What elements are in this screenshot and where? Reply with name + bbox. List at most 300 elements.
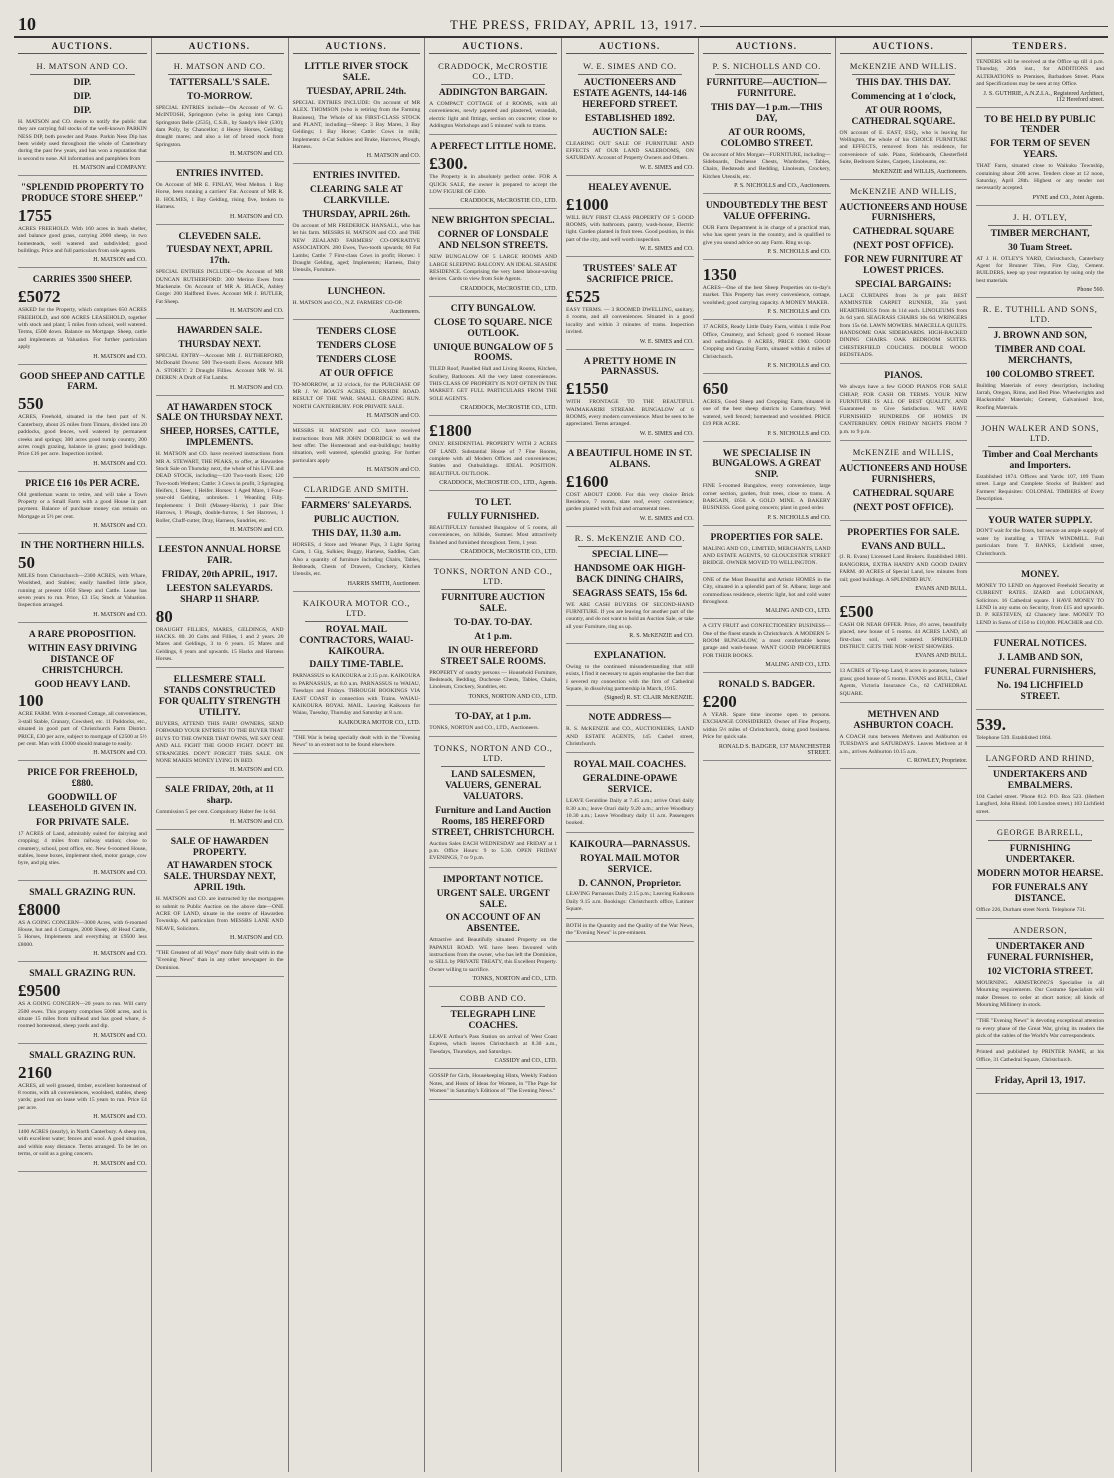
ad-heading: AUCTIONEERS AND HOUSE FURNISHERS, xyxy=(839,463,968,485)
ad-heading: AUCTION SALE: xyxy=(592,127,668,138)
ad-heading: 102 VICTORIA STREET. xyxy=(987,966,1094,977)
ad-heading: TO-DAY. TO-DAY. xyxy=(454,617,533,628)
column-4 xyxy=(424,38,561,1472)
advertisement xyxy=(156,164,284,224)
ad-heading: AUCTIONEERS AND ESTATE AGENTS, 144-146 HEREFORD STREET. xyxy=(573,78,687,110)
advertisement xyxy=(840,366,968,441)
ad-heading: CITY BUNGALOW. xyxy=(450,303,536,314)
advertisement xyxy=(976,749,1104,821)
ad-body-text: On account of MR FREDERICK HANSALL, who has let his farm. MESSRS H. MATSON and CO. and THE NEW ZEALAND FARMERS' CO-OPERATIVE ASSOCIATION. 280 Ewes, Two-tooth upwards; 60 Fat Lambs; Cattle: 7 First-class Cows in profit; Horses: 1 Draught Gelding, aged; Implements; Harness, Dairy Utensils, Furniture. xyxy=(292,223,421,274)
ad-signature: H. MATSON and COMPANY. xyxy=(72,165,147,172)
ad-body-text: WE ARE CASH BUYERS OF SECOND-HAND FURNITURE. If you are leaving for another part of the country, and do not want to hold an Auction Sale, or take all your Furniture, ring us up. xyxy=(566,601,694,630)
ad-signature: P. S. NICHOLLS and CO. xyxy=(767,430,831,437)
ad-signature: MALING AND CO., LTD. xyxy=(765,662,831,669)
ad-body-text: ACRES, Good Sheep and Cropping Farm, situated in one of the best sheep districts in Canterbury. Well watered, well fenced; homestead and woolshed. PRICE £19 PER ACRE. xyxy=(702,399,831,428)
ad-signature: KAIKOURA MOTOR CO., LTD. xyxy=(338,719,421,726)
advertisement xyxy=(566,708,694,753)
column-8 xyxy=(971,38,1108,1472)
ad-signature: P. S. NICHOLLS and CO. xyxy=(767,309,831,316)
ad-body-text: 17 ACRES, Ready Little Dairy Farm, within 1 mile Post Office, Creamery, and School; good 6 roomed House and outbuildings. 8 ACRES, PRICE £900. GOOD Cropping and Grazing Farm, situated within 4 miles of Christchurch. xyxy=(702,324,831,360)
ad-heading: CATHEDRAL SQUARE xyxy=(852,488,955,499)
ad-heading: CLEVEDEN SALE. xyxy=(178,231,261,242)
ad-heading: FOR PRIVATE SALE. xyxy=(35,818,129,829)
ad-heading: AT HAWARDEN STOCK SALE. THURSDAY NEXT, APRIL 19th. xyxy=(163,861,276,894)
ad-display-figure: £1800 xyxy=(429,421,472,441)
ad-heading: FURNISHING UNDERTAKER. xyxy=(1005,844,1075,866)
ad-signature: CRADDOCK, McCROSTIE CO., LTD. xyxy=(460,198,557,205)
ad-heading: DIP. xyxy=(73,105,92,116)
ad-signature: (Signed) R. ST. CLAIR McKENZIE. xyxy=(604,695,694,702)
ad-heading: DIP. xyxy=(73,78,92,88)
ad-body-text: BUYERS, ATTEND THIS FAIR! OWNERS, SEND FORWARD YOUR ENTRIES! TO THE BUYER THAT BUYS TO THE OWNER THAT OWNS, WE SAY ONE AND ALL FIGHT THE GOOD FIGHT. DON'T BE STRANGERS. DON'T FORGET THIS SALE. ON NONE MAKES MONEY LYING IN BED. xyxy=(155,721,284,764)
ad-body-text: WITH FRONTAGE TO THE BEAUTIFUL WAIMAKARIRI STREAM. BUNGALOW of 6 ROOMS, every modern convenience. Must be seen to be appreciated. Terms arranged. xyxy=(566,399,694,428)
advertisement xyxy=(976,712,1104,747)
column-header: AUCTIONS. xyxy=(18,41,147,54)
ad-heading: AT OUR ROOMS, CATHEDRAL SQUARE. xyxy=(851,105,956,127)
advertiser-name: JOHN WALKER AND SONS, LTD. xyxy=(981,423,1099,444)
advertisement xyxy=(293,282,421,320)
advertisement xyxy=(976,110,1104,206)
advertisement xyxy=(566,835,694,919)
divider xyxy=(988,446,1092,447)
ad-heading: 100 COLOMBO STREET. xyxy=(985,369,1095,380)
ad-heading: PROPERTIES FOR SALE. xyxy=(710,532,823,543)
ad-signature: HARRIS SMITH, Auctioneer. xyxy=(347,580,421,587)
ad-heading: A RARE PROPOSITION. xyxy=(28,629,136,640)
advertisement xyxy=(976,511,1104,563)
ad-display-figure: £300. xyxy=(429,154,468,174)
ad-heading: GOOD HEAVY LAND. xyxy=(34,679,131,690)
ad-heading: (NEXT POST OFFICE). xyxy=(853,502,954,513)
ad-heading: TRUSTEES' SALE AT SACRIFICE PRICE. xyxy=(582,264,677,286)
divider xyxy=(715,74,819,75)
ad-body-text: H. MATSON and CO., N.Z. FARMERS' CO-OP. xyxy=(292,299,403,306)
ad-body-text: Telephone 539. Established 1864. xyxy=(976,734,1052,741)
ad-heading: AUCTIONEERS AND HOUSE FURNISHERS, xyxy=(839,202,968,224)
ad-heading: SALE OF HAWARDEN PROPERTY. xyxy=(170,836,269,858)
ad-body-text: H. MATSON and CO. have received instructions from MR A. STEWART, THE PEAKS, to offer, at Hawarden Stock Sale on Thursday next, the whole of his LIVE and DEAD STOCK, including—120 Two-tooth Ewes; 120 Two-tooth Wethers; Cattle: 3 Cows in profit, 3 Springing Heifers, 1 Steer, 1 Heifer. Horses: 1 Aged Mare, 1 Four-year-old Gelding, unbroken. 1 Weanling Filly. Implements: 1 Drill (Massey-Harris), 1 pair Disc Harrows, 1 Plough, double-furrow, 1 Set Harrows, 1 Roller, Chaff-cutter, Dray, Harness, Sundries, etc. xyxy=(155,451,284,524)
ad-signature: H. MATSON and CO. xyxy=(366,153,421,160)
ad-signature: W. E. SIMES and CO. xyxy=(639,338,694,345)
ad-heading: Friday, April 13, 1917. xyxy=(994,1076,1086,1087)
advertisement xyxy=(566,921,694,943)
advertisement xyxy=(18,57,147,176)
ad-signature: H. MATSON and CO. xyxy=(366,467,421,474)
ad-heading: AT OUR ROOMS, COLOMBO STREET. xyxy=(720,127,813,149)
ad-signature: P. S. NICHOLLS and CO. xyxy=(767,249,831,255)
column-header: AUCTIONS. xyxy=(566,41,694,54)
ad-heading: TO-DAY, at 1 p.m. xyxy=(455,711,531,722)
ad-body-text: SPECIAL ENTRIES INCLUDE: On account of MR ALEX. THOMSON (who is retiring from the Farming Business), The Whole of his FIRST-CLASS STOCK and PLANT, including—Sheep: 3 Bay Mares, 3 Bay Geldings; 1 Bay Horse; Cattle: Cows in milk; Implements: 4-Cut Sulkies and Brake, Harrows, Plough, Harness. xyxy=(292,99,421,151)
advertisement xyxy=(429,1071,557,1100)
ad-display-figure: 80 xyxy=(155,606,173,626)
ad-signature: H. MATSON and CO. xyxy=(229,213,284,220)
ad-heading: At 1 p.m. xyxy=(474,631,512,642)
ad-body-text: PARNASSUS to KAIKOURA at 2.15 p.m. KAIKOURA to PARNASSUS, at 8.0 a.m. PARNASSUS to WAIAU, Tuesdays and Fridays. THROUGH BOOKINGS VIA EAST COAST in connection with Trains. WAIAU-KAIKOURA ROYAL MAIL. Leaving Kaikoura for Waiau, Tuesday, Thursday and Saturday at 8 a.m. xyxy=(292,673,421,717)
ad-body-text: Commission 5 per cent. Compulsory Halter fee 1s 6d. xyxy=(155,809,277,816)
page-number: 10 xyxy=(18,14,36,34)
advertisement xyxy=(429,57,557,135)
advertisement xyxy=(703,322,831,374)
advertisement xyxy=(18,1127,147,1172)
divider xyxy=(852,199,956,200)
divider xyxy=(441,589,545,590)
divider xyxy=(988,938,1092,939)
divider xyxy=(852,74,956,75)
advertisement xyxy=(293,57,421,164)
column-header: AUCTIONS. xyxy=(156,41,284,54)
advertiser-name: CRADDOCK, McCROSTIE CO., LTD. xyxy=(438,61,549,81)
advertisement xyxy=(156,780,284,829)
ad-body-text: TENDERS will be received at the Office up till 4 p.m. Thursday, 26th inst., for ADDITIONS and ALTERATIONS to Premises, Barbadoes Street. Plans and Specifications may be seen at my Office. xyxy=(976,59,1104,88)
advertisement xyxy=(703,444,831,526)
ad-heading: CORNER OF LONSDALE AND NELSON STREETS. xyxy=(437,230,549,252)
ad-heading: THIS DAY—1 p.m.—THIS DAY, xyxy=(710,102,823,124)
ad-heading: THURSDAY NEXT. xyxy=(178,340,261,351)
ad-signature: Phone 560. xyxy=(1077,287,1104,294)
ad-heading: A PERFECT LITTLE HOME. xyxy=(430,142,556,153)
ad-body-text: BEAUTIFULLY furnished Bungalow of 5 rooms, all conveniences, on hillside, Sumner. Most attractively finished and furnished throughout. Term, 1 year. xyxy=(429,524,557,546)
advertisement xyxy=(566,178,694,257)
ad-heading: Commencing at 1 o'clock, xyxy=(851,91,956,102)
advertiser-name: McKENZIE and WILLIS, xyxy=(852,446,955,457)
ad-heading: (NEXT POST OFFICE). xyxy=(853,241,954,252)
advertiser-name: CLARIDGE AND SMITH. xyxy=(303,484,409,495)
ad-body-text: Auction Sales EACH WEDNESDAY and FRIDAY at 1 p.m. Office Hours: 9 to 5.30. OPEN FRIDAY EVENINGS, 7 to 9 p.m. xyxy=(429,840,557,862)
ad-signature: H. MATSON and CO. xyxy=(229,384,284,391)
advertisement xyxy=(566,529,694,644)
ad-heading: Furniture and Land Auction Rooms, 185 HEREFORD STREET, CHRISTCHURCH. xyxy=(431,805,555,838)
advertisement xyxy=(840,443,968,521)
ad-body-text: AS A GOING CONCERN—3000 Acres, with 6-roomed House, hut and 4 Cottages, 2000 Sheep, 40 Head Cattle, 5 Horses, Implements and everything at £9500 less £8000. xyxy=(18,919,147,948)
ad-body-text: FINE 5-roomed Bungalow, every convenience, large corner section, garden, fruit trees, close to trams. A BARGAIN, £650. A GOLD MINE. A BAKERY BUSINESS. Good going concern; plant in good order. xyxy=(702,483,831,512)
ad-heading: LUNCHEON. xyxy=(327,286,386,297)
ad-body-text: COST ABOUT £2000. For this very choice Brick Residence, 7 rooms, slate roof, every convenience; garden planted with fruit and ornamental trees. xyxy=(566,491,694,513)
ad-body-text: MESSRS H. MATSON and CO. have received instructions from MR JOHN DOBRIDGE to sell the best offer. The Homestead and out-buildings; healthy situation, well watered, splendid grazing. For further particulars apply xyxy=(292,428,421,464)
ad-heading: TO-MORROW. xyxy=(187,91,253,102)
ad-signature: W. E. SIMES and CO. xyxy=(639,515,694,522)
ad-body-text: Established 1874. Offices and Yards: 107, 109 Tuam street. Large and Complete Stocks of Builders' and Farmers' Requisites: COLONIAL TIMBERS of Every Description. xyxy=(976,474,1104,503)
advertisement xyxy=(976,57,1104,108)
advertisement xyxy=(293,426,421,478)
advertisement xyxy=(566,259,694,349)
ad-heading: TO LET. xyxy=(474,498,512,509)
ad-body-text: ACRES, all well grassed, timber, excellent homestead of 8 rooms, with all conveniences, woolshed, stables, sheep yards; good run on lease with 15 years to run. Price £4 per acre. xyxy=(18,1082,147,1111)
ad-heading: SALE FRIDAY, 20th, at 11 sharp. xyxy=(165,785,275,807)
ad-signature: H. MATSON and CO. xyxy=(229,151,284,158)
ad-heading: CARRIES 3500 SHEEP. xyxy=(32,275,132,286)
ad-heading: J. LAMB AND SON, xyxy=(997,653,1083,664)
ad-signature: H. MATSON and CO. xyxy=(93,951,147,958)
advertisement xyxy=(703,621,831,673)
ad-body-text: THAT Farm, situated close to Waikuku Township, containing about 200 acres. Tenders close at 12 noon, Saturday, April 28th. Highest or any tender not necessarily accepted. xyxy=(976,163,1104,192)
ad-heading: ROYAL MAIL MOTOR SERVICE. xyxy=(579,853,680,875)
advertiser-name: McKENZIE AND WILLIS, xyxy=(849,185,957,196)
ad-heading: THIS DAY, 11.30 a.m. xyxy=(311,528,402,539)
ad-body-text: Office 226, Durham street North. Telephone 731. xyxy=(976,906,1087,913)
ad-body-text: SPECIAL ENTRIES INCLUDE—On Account of MR DUNCAN RUTHERFORD: 300 Merino Ewes from Mackenzie. On Account of MR A. BLACK, Ashley Gorge: 200 Halfbred Ewes. Account MR J. BUTLER, Fat Sheep. xyxy=(155,269,284,305)
ad-body-text: TO-MORROW, at 12 o'clock, for the PURCHASE OF MR J. W. BOAG'S ACRES, BURNSIDE ROAD. RESULT OF THE WAR. SMALL GRAZING RUN. NORTH CANTERBURY. FOR PRIVATE SALE. xyxy=(292,381,421,410)
ad-heading: GOOD SHEEP AND CATTLE FARM. xyxy=(19,371,145,393)
ad-heading: SEAGRASS SEATS, 15s 6d. xyxy=(572,588,688,599)
advertisement xyxy=(840,705,968,769)
column-header: AUCTIONS. xyxy=(840,41,968,54)
advertiser-name: W. E. SIMES AND CO. xyxy=(583,61,677,71)
ad-body-text: MILES from Christchurch—2300 ACRES, with Whare, Woolshed, and Stables; easily handled little place, running at present 1050 Sheep and Cattle. Lease has seven years to run. Price, £3 15s; Stock at Valuation. Inspection arranged. xyxy=(18,572,147,609)
ad-signature: H. MATSON and CO. xyxy=(93,1114,147,1121)
ad-display-figure: 1350 xyxy=(702,265,737,284)
ad-body-text: Building Materials of every description, including Jarrah, Oregon, Rimu, and Red Pine. Wheelwrights and Blacksmiths' Materials; Cement, Galvanised Iron, Roofing Materials. xyxy=(976,382,1104,411)
advertisement xyxy=(976,634,1104,710)
advertisement xyxy=(18,367,147,472)
ad-heading: TELEGRAPH LINE COACHES. xyxy=(450,1010,536,1032)
advertisement xyxy=(293,733,421,755)
ad-heading: TENDERS CLOSE xyxy=(316,327,397,337)
ad-heading: AT OUR OFFICE xyxy=(319,368,394,379)
ad-body-text: SPECIAL ENTRY—Account MR J. RUTHERFORD, McDonald Downs: 500 Two-tooth Ewes. Account MR A. STOREY: 2 Draught Fillies. Account MR W. H. DIEREN: A Draft of Fat Lambs. xyxy=(155,353,284,382)
divider xyxy=(168,74,272,75)
advertiser-name: ANDERSON, xyxy=(1013,925,1068,936)
ad-signature: PYNE and CO., Joint Agents. xyxy=(1032,194,1104,201)
ad-signature: H. MATSON and CO. xyxy=(229,818,284,825)
column-3 xyxy=(288,38,425,1472)
ad-body-text: H. MATSON and CO. desire to notify the public that they are carrying full stocks of the well-known PARKIN NESS DIP, both powder and Paste. Parkin Ness Dip has been widely used throughout the whole of Canterbury during the past few years, and has won a reputation that is second to none. All information and pamphlets from xyxy=(18,118,147,162)
ad-heading: IN THE NORTHERN HILLS. xyxy=(20,541,145,552)
ad-body-text: "THE Greatest of all Ways" more fully dealt with in the "Evening News" than in any other newspaper in the Dominion. xyxy=(155,950,284,971)
ad-body-text: ON account of E. EAST, ESQ., who is leaving for Wellington, the whole of his CHOICE FURNITURE and EFFECTS, removed from his residence, for convenience of sale. Piano, Sideboards, Chesterfield Suite, Bedroom Suites, Carpets, Linoleums, etc. xyxy=(839,129,968,166)
ad-body-text: TONKS, NORTON and CO., LTD., Auctioneers. xyxy=(429,724,539,731)
ad-heading: DIP. xyxy=(73,91,92,102)
ad-signature: H. MATSON and CO. xyxy=(366,413,421,420)
ad-body-text: SPECIAL ENTRIES include—On Account of W. G. McINTOSH, Springston (who is going into Camp). Springston Belle (2535), C.S.B., by Sandy's Heir (530); dam Polly, by Chancellor; 4 Heavy Horses, Gelding; draught mares; and also a lot of brood stock from Springston. xyxy=(155,104,284,148)
ad-body-text: HORSES, 4 Store and Weaner Pigs, 3 Light Spring Carts, 1 Gig, Sulkies; Buggy, Harness, Saddles, Cart. Also a quantity of furniture including Chairs, Tables, Bedsteads, Chests of Drawers, Crockery, Kitchen Utensils, etc. xyxy=(292,541,421,578)
ad-heading: SMALL GRAZING RUN. xyxy=(29,887,136,898)
ad-heading: TENDERS CLOSE xyxy=(316,340,397,351)
ad-heading: UNDERTAKERS AND EMBALMERS. xyxy=(993,770,1088,792)
column-header: AUCTIONS. xyxy=(703,41,831,54)
ad-signature: TONKS, NORTON AND CO., LTD. xyxy=(468,693,557,700)
advertisement xyxy=(156,948,284,977)
ad-heading: FUNERAL NOTICES. xyxy=(993,639,1087,650)
advertisement xyxy=(293,322,421,424)
ad-display-figure: 650 xyxy=(702,379,729,398)
advertisement xyxy=(429,562,557,705)
divider xyxy=(578,74,682,75)
ad-display-figure: 50 xyxy=(18,552,35,572)
divider xyxy=(30,74,135,75)
column-2 xyxy=(151,38,288,1472)
ad-heading: TATTERSALL'S SALE. xyxy=(169,78,270,88)
advertisement xyxy=(976,565,1104,632)
ad-heading: GERALDINE-OPAWE SERVICE. xyxy=(582,774,678,796)
ad-body-text: MALING AND CO., LIMITED, MERCHANTS, LAND AND ESTATE AGENTS, 92 GLOUCESTER STREET BRIDGE. OWNER MOVED TO WELLINGTON. xyxy=(702,545,831,567)
ad-display-figure: 1755 xyxy=(18,205,52,225)
ad-body-text: 17 ACRES of Land, admirably suited for dairying and cropping; 4 miles from railway station; close to creamery, school, post office, etc. New 6-roomed House, stables, loose boxes, implement shed, motor garage, cow byre, and pig sties. xyxy=(18,830,147,867)
ad-heading: UNDERTAKER AND FUNERAL FURNISHER, xyxy=(987,942,1094,964)
ad-heading: CLOSE TO SQUARE. NICE OUTLOOK. xyxy=(433,317,553,339)
advertisement xyxy=(976,300,1104,417)
ad-signature: CRADDOCK, McCROSTIE CO., LTD. xyxy=(460,285,557,292)
column-container xyxy=(14,36,1108,1472)
ad-heading: EXPLANATION. xyxy=(593,651,666,661)
ad-body-text: H. MATSON and CO. are instructed by the mortgagees to submit to Public Auction on the above date—ONE ACRE OF LAND, situate in the centre of Hawarden Township. All particulars from MESSRS LANE AND NEAVE, Solicitors. xyxy=(155,896,284,932)
ad-heading: THIS DAY. THIS DAY. xyxy=(855,78,951,88)
masthead-rule xyxy=(700,26,1108,27)
ad-heading: TIMBER AND COAL MERCHANTS, xyxy=(994,344,1086,366)
ad-body-text: ONLY. RESIDENTIAL PROPERTY WITH 2 ACRES OF LAND. Substantial House of 7 Fine Rooms, complete with all Modern Offices and conveniences; Stables and Outbuildings. IDEAL POSITION. BEAUTIFUL OUTLOOK. xyxy=(429,441,557,477)
column-5 xyxy=(561,38,698,1472)
ad-body-text: AS A GOING CONCERN—20 years to run. Will carry 2500 ewes. This property comprises 5000 acres, and is situate 15 miles from railhead and has good whare, 4-roomed homestead, sheep yards and dip. xyxy=(18,1001,147,1030)
ad-display-figure: £1550 xyxy=(566,379,609,399)
ad-heading: FARMERS' SALEYARDS. xyxy=(301,501,412,512)
ad-heading: WITHIN EASY DRIVING DISTANCE OF CHRISTCHURCH. xyxy=(27,643,138,676)
ad-body-text: 104 Cashel street. 'Phone 812. P.O. Box 523. (Herbert Langford, John Rhind. 100 London street.) 103 Lichfield street. xyxy=(976,793,1104,815)
ad-heading: ON ACCOUNT OF AN ABSENTEE. xyxy=(445,913,541,935)
advertiser-name: R. S. McKENZIE AND CO. xyxy=(574,532,685,543)
ad-display-figure: 550 xyxy=(18,394,44,414)
ad-heading: URGENT SALE. URGENT SALE. xyxy=(436,888,550,910)
column-header: AUCTIONS. xyxy=(429,41,557,54)
ad-display-figure: 539. xyxy=(976,714,1006,734)
ad-body-text: PROPERTY of sundry persons — Household Furniture, Bedsteads, Bedding, Duchesse Chests, Tables, Chairs, Linoleum, Crockery, Sundries, etc. xyxy=(429,669,557,691)
ad-heading: TO BE HELD BY PUBLIC TENDER xyxy=(984,114,1096,136)
advertisement xyxy=(429,870,557,987)
ad-display-figure: £525 xyxy=(566,287,600,306)
advertisement xyxy=(566,352,694,442)
advertisement xyxy=(293,480,421,592)
divider xyxy=(988,225,1092,226)
advertisement xyxy=(429,493,557,560)
ad-body-text: GOSSIP for Girls, Housekeeping Hints, Weekly Fashion Notes, and Hosts of Ideas for Women, in "The Page for Women" in Saturday's Editions of "The Evening News." xyxy=(429,1073,557,1094)
column-1 xyxy=(14,38,151,1472)
ad-display-figure: £1000 xyxy=(566,194,609,214)
ad-body-text: Owing to the continued misunderstanding that still exists, I find it necessary to again emphasise the fact that I severed my connection with the firm of Cathedral Square, in dissolving partnership in March, 1915. xyxy=(566,663,694,693)
divider xyxy=(578,546,682,547)
ad-heading: KAIKOURA—PARNASSUS. xyxy=(569,839,691,850)
advertisement xyxy=(18,536,147,623)
ad-heading: ROYAL MAIL COACHES. xyxy=(573,760,687,771)
divider xyxy=(441,766,545,767)
ad-heading: LAND SALESMEN, VALUERS, GENERAL VALUATORS. xyxy=(445,770,542,802)
ad-signature: MALING AND CO., LTD. xyxy=(765,608,831,615)
advertisement xyxy=(18,763,147,880)
ad-heading: TUESDAY NEXT, APRIL 17th. xyxy=(166,245,273,267)
ad-signature: R. S. McKENZIE and CO. xyxy=(629,633,694,639)
ad-body-text: ACRES FREEHOLD. With 160 acres in bush shelter, and balance good grass, carrying 2000 sheep, in two homesteads, well watered and subdivided; good buildings. Price and full particulars from sole agents. xyxy=(18,225,147,254)
ad-body-text: Printed and published by PRINTER NAME, at his Office, 31 Cathedral Square, Christchurch. xyxy=(976,1049,1104,1063)
ad-heading: PRICE FOR FREEHOLD, £880. xyxy=(27,768,138,790)
ad-heading: FURNITURE AUCTION SALE. xyxy=(441,593,545,614)
ad-body-text: BOTH in the Quantity and the Quality of the War News, the "Evening News" is pre-eminent. xyxy=(566,922,694,936)
ad-signature: Auctioneers. xyxy=(389,309,421,315)
ad-body-text: LEAVING Parnassus Daily 2.15 p.m.; Leaving Kaikoura Daily 9.15 a.m. Bookings: Christchurch office, Latimer Square. xyxy=(566,891,694,913)
ad-body-text: ACRES, Freehold, situated in the best part of N. Canterbury, about 25 miles from Timaru, divided into 20 paddocks, good fences, well watered by permanent creeks and springs; 300 acres good turnip country, 200 acres rough grazing, balance in grass; good buildings. Price £16 per acre. Inspection invited. xyxy=(18,414,147,458)
ad-body-text: On account of Mrs Morgan—FURNITURE, including—Sideboards, Duchesse Chests, Wardrobes, Tables, Chairs, Bedsteads and Bedding, Linoleum, Crockery, Kitchen Utensils, etc. xyxy=(702,151,831,180)
ad-body-text: ASKED for the Property, which comprises 650 ACRES FREEHOLD, and 600 ACRES LEASEHOLD, together with stock and plant; 5 miles from school, well watered. Terms, £500 down. Balance on Mortgage. Sheep, cattle and implements at Valuation. For further particulars apply xyxy=(18,307,147,351)
masthead-title: THE PRESS, FRIDAY, APRIL 13, 1917. xyxy=(450,17,698,32)
ad-body-text: Attractive and Beautifully situated Property on the PAPANUI ROAD. WE have been favoured with instructions from the owner, who has left the Dominion, to SELL by PRIVATE TREATY, this Excellent Property. Owner willing to sacrifice. xyxy=(429,937,557,973)
advertisement xyxy=(703,262,831,320)
ad-heading: HANDSOME OAK HIGH-BACK DINING CHAIRS, xyxy=(574,563,686,585)
advertisement xyxy=(156,832,284,946)
ad-body-text: CASH OR NEAR OFFER. Price, 4½ acres, beautifully placed, new house of 5 rooms. 44 ACRES LAND, all first-class soil, well watered. SPRINGFIELD DISTRICT. GETS THE NOR'-WEST SHOWERS. xyxy=(839,621,968,651)
column-header: AUCTIONS. xyxy=(293,41,421,54)
ad-body-text: Old gentleman wants to retire, and will take a Town Property or a Small Farm with a good House in part payment. Balance of purchase money can remain on Mortgage at 5½ per cent. xyxy=(18,491,147,520)
ad-heading: PROPERTIES FOR SALE. xyxy=(847,527,960,538)
ad-heading: AT HAWARDEN STOCK SALE ON THURSDAY NEXT. xyxy=(156,402,283,424)
ad-body-text: AT J. H. OTLEY'S YARD, Christchurch, Canterbury Agent for Brunner Tiles, Fire Clay, Cement. BUILDERS, keep up your reputation by using only the best materials. xyxy=(976,255,1104,284)
advertisement xyxy=(976,1071,1104,1094)
advertisement xyxy=(18,270,147,364)
ad-body-text: On Account of MR E. FINLAY, West Melton. 1 Bay Horse, been running a carriers' Fat. Account of MR R. B. HOLMES, 1 Bay Gelding, rising five, broken to Harness. xyxy=(155,182,284,211)
ad-signature: P. S. NICHOLLS and CO. xyxy=(767,363,831,369)
ad-signature: CRADDOCK, McCROSTIE CO., LTD., Agents. xyxy=(439,480,557,487)
column-header: TENDERS. xyxy=(976,41,1104,54)
advertiser-name: GEORGE BARRELL, xyxy=(996,827,1084,838)
ad-body-text: (J. R. Evans) Licensed Land Brokers. Established 1881. BANGORIA, EXTRA HANDY AND GOOD DAIRY FARM. 40 ACRES of Special Land, low minutes from rail; good buildings. A SPLENDID BUY. xyxy=(839,554,968,583)
advertisement xyxy=(18,883,147,962)
ad-heading: No. 194 LICHFIELD STREET. xyxy=(996,680,1084,702)
advertisement xyxy=(18,625,147,761)
advertisement xyxy=(156,57,284,162)
ad-heading: NEW BRIGHTON SPECIAL. xyxy=(431,216,555,227)
ad-signature: H. MATSON and CO. xyxy=(229,935,284,942)
advertisement xyxy=(976,419,1104,508)
advertisement xyxy=(976,1047,1104,1069)
ad-heading: TIMBER MERCHANT, xyxy=(990,228,1090,239)
advertisement xyxy=(840,57,968,180)
ad-heading: "SPLENDID PROPERTY TO PRODUCE STORE SHEEP." xyxy=(20,183,144,204)
divider xyxy=(305,621,409,622)
ad-heading: SMALL GRAZING RUN. xyxy=(29,1050,136,1061)
advertisement xyxy=(18,1046,147,1125)
ad-heading: PUBLIC AUCTION. xyxy=(313,514,399,525)
ad-body-text: OUR Farm Department is in charge of a practical man, who has spent years in the country, and is qualified to give you sound advice on any Farm. Ring us up. xyxy=(702,224,831,246)
ad-body-text: R. S. McKENZIE and CO., AUCTIONEERS, LAND AND ESTATE AGENTS, 145 Cashel street, Christchurch. xyxy=(566,726,694,748)
ad-signature: J. S. GUTHRIE, A.N.Z.I.A., Registered Architect, 112 Hereford street. xyxy=(983,90,1104,103)
advertisement xyxy=(976,823,1104,919)
ad-signature: H. MATSON and CO. xyxy=(93,257,147,264)
ad-body-text: LEAVE Arthur's Pass Station on arrival of West Coast Express, which leaves Christchurch at 8.30 a.m., Tuesdays, Thursdays, and Saturdays. xyxy=(429,1034,557,1055)
divider xyxy=(988,840,1092,841)
ad-heading: LEESTON ANNUAL HORSE FAIR. xyxy=(158,544,281,566)
ad-body-text: NEW BUNGALOW OF 5 LARGE ROOMS AND LARGE SLEEPING BALCONY. AN IDEAL SEASIDE RESIDENCE. Comprising the very latest labour-saving devices. Cards to view from Sole Agents. xyxy=(429,254,557,283)
ad-body-text: The Property is in absolutely perfect order. FOR A QUICK SALE, the owner is prepared to accept the LOW FIGURE OF £300. xyxy=(429,174,557,196)
ad-heading: Timber and Coal Merchants and Importers. xyxy=(982,450,1098,472)
ad-heading: SMALL GRAZING RUN. xyxy=(29,969,136,980)
ad-signature: RONALD S. BADGER, 137 MANCHESTER STREET. xyxy=(718,743,831,756)
ad-heading: CATHEDRAL SQUARE xyxy=(852,227,955,238)
ad-signature: H. MATSON and CO. xyxy=(229,308,284,315)
advertiser-name: LANGFORD AND RHIND, xyxy=(985,753,1095,764)
ad-heading: TUESDAY, APRIL 24th. xyxy=(306,86,407,97)
advertisement xyxy=(429,989,557,1069)
ad-heading: SPECIAL LINE— xyxy=(591,549,668,560)
ad-display-figure: £1600 xyxy=(566,471,609,491)
ad-heading: FURNITURE—AUCTION—FURNITURE. xyxy=(706,78,827,99)
advertiser-name: H. MATSON AND CO. xyxy=(173,61,266,71)
advertiser-name: J. H. OTLEY, xyxy=(1013,211,1068,222)
ad-heading: ENTRIES INVITED. xyxy=(176,169,264,180)
ad-display-figure: £9500 xyxy=(18,981,61,1001)
ad-body-text: WILL BUY FIRST CLASS PROPERTY OF 5 GOOD ROOMS, with bathroom, pantry, wash-house, Electric light. Garden planted in fruit trees. Good position, in this part of the city, and well worth inspection. xyxy=(566,214,694,243)
ad-heading: IMPORTANT NOTICE. xyxy=(443,874,544,885)
ad-heading: EVANS AND BULL. xyxy=(861,541,946,552)
ad-heading: CLEARING SALE AT CLARKVILLE. xyxy=(310,185,403,207)
advertisement xyxy=(840,523,968,597)
ad-heading: TENDERS CLOSE xyxy=(316,354,397,365)
ad-display-figure: 100 xyxy=(18,691,44,711)
